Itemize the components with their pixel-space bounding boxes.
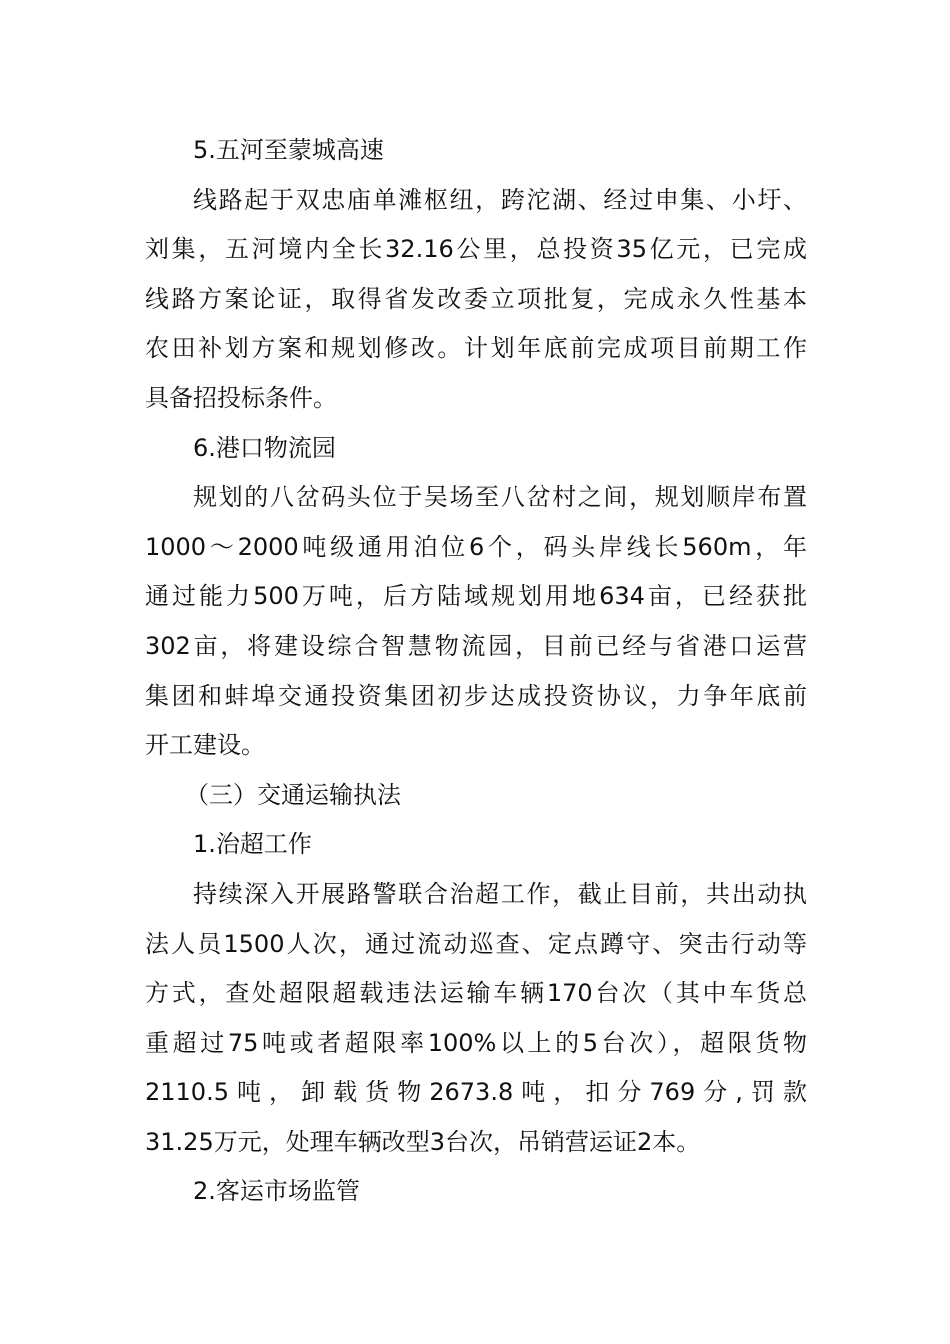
paragraph-line: 302亩，将建设综合智慧物流园，目前已经与省港口运营 [145,631,807,660]
paragraph-line: 具备招投标条件。 [145,383,337,412]
paragraph-line: 农田补划方案和规划修改。计划年底前完成项目前期工作 [145,334,807,363]
document-body [145,126,807,1217]
paragraph-line: 刘集，五河境内全长32.16公里，总投资35亿元，已完成 [145,235,807,264]
paragraph-line: 方式，查处超限超载违法运输车辆170台次（其中车货总 [145,979,807,1008]
heading-passenger-market-supervision: 2.客运市场监管 [193,1177,360,1206]
paragraph-line: 重超过75吨或者超限率100%以上的5台次），超限货物 [145,1028,807,1057]
paragraph-line: 线路方案论证，取得省发改委立项批复，完成永久性基本 [145,284,807,313]
paragraph-line: 线路起于双忠庙单滩枢纽，跨沱湖、经过申集、小圩、 [193,185,807,214]
paragraph-line: 通过能力500万吨，后方陆域规划用地634亩，已经获批 [145,582,807,611]
paragraph-line: 2110.5吨，卸载货物2673.8吨，扣分769分,罚款 [145,1078,807,1107]
paragraph-line: 规划的八岔码头位于吴场至八岔村之间，规划顺岸布置 [193,483,807,512]
paragraph-line: 法人员1500人次，通过流动巡查、定点蹲守、突击行动等 [145,929,807,958]
paragraph-line: 持续深入开展路警联合治超工作，截止目前，共出动执 [193,879,807,908]
paragraph-line: 开工建设。 [145,731,265,760]
paragraph-line: 1000～2000吨级通用泊位6个，码头岸线长560m，年 [145,532,807,561]
section-heading-transport-law-enforcement: （三）交通运输执法 [185,780,401,809]
heading-port-logistics-park: 6.港口物流园 [193,433,336,462]
heading-wuhe-mengcheng-expressway: 5.五河至蒙城高速 [193,136,384,164]
paragraph-line: 31.25万元，处理车辆改型3台次，吊销营运证2本。 [145,1127,701,1156]
heading-overload-control: 1.治超工作 [193,830,312,859]
paragraph-line: 集团和蚌埠交通投资集团初步达成投资协议，力争年底前 [145,681,807,710]
